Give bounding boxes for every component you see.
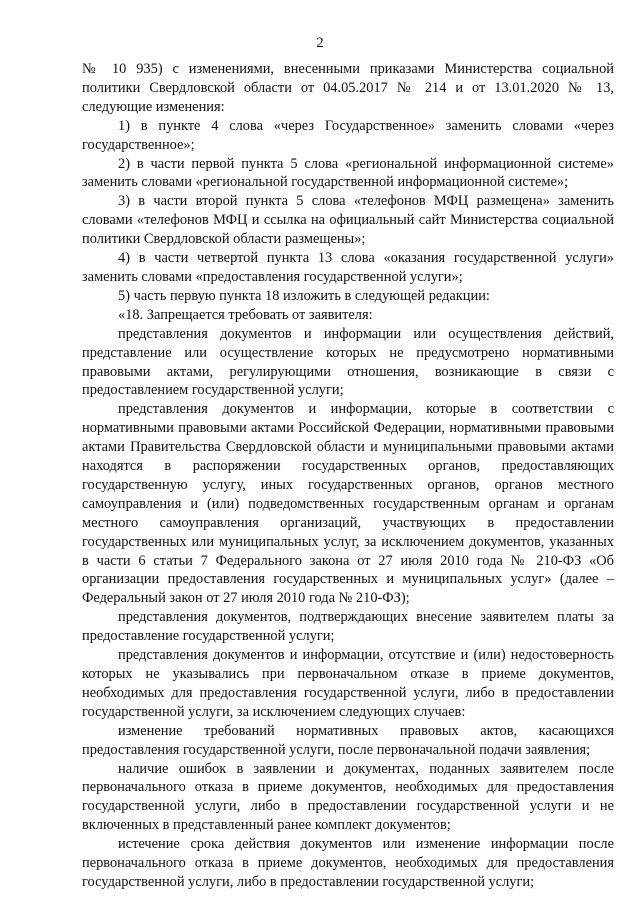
paragraph-9: представления документов, подтверждающих внесение заявителем платы за предоставление государственной услуги; xyxy=(82,609,614,645)
document-body xyxy=(82,60,614,892)
paragraph-12: наличие ошибок в заявлении и документах, поданных заявителем после первоначального отказа в приеме документов, необходимых для предоставления государственной услуги, либо в предоставлении государственной услуги и не включенных в представленный ранее комплект документов; xyxy=(82,760,614,834)
page-number: 2 xyxy=(316,35,324,51)
paragraph-11: изменение требований нормативных правовых актов, касающихся предоставления государственной услуги, после первоначальной подачи заявления; xyxy=(82,722,614,758)
paragraph-7: представления документов и информации или осуществления действий, представление или осуществление которых не предусмотрено нормативными правовыми актами, регулирующими отношения, возникающие в связи с предоставлением государственной услуги; xyxy=(82,325,614,399)
paragraph-8: представления документов и информации, которые в соответствии с нормативными правовыми актами Российской Федерации, нормативными правовыми актами Правительства Свердловской области и муниципальными правовыми актами находятся в распоряжении государственных органов, предоставляющих государственную услугу, иных государственных органов, органов местного самоуправления и (или) подведомственных государственным органам и органам местного самоуправления организаций, участвующих в предоставлении государственных или муниципальных услуг, за исключением документов, указанных в части 6 статьи 7 Федерального закона от 27 июля 2010 года № 210-ФЗ «Об организации предоставления государственных и муниципальных услуг» (далее – Федеральный закон от 27 июля 2010 года № 210-ФЗ); xyxy=(82,401,614,607)
paragraph-3: 3) в части второй пункта 5 слова «телефонов МФЦ размещена» заменить словами «телефонов МФЦ и ссылка на официальный сайт Министерства социальной политики Свердловской области размещены»; xyxy=(82,193,614,248)
paragraph-13: истечение срока действия документов или изменение информации после первоначального отказа в приеме документов, необходимых для предоставления государственной услуги, либо в предоставлении государственной услуги; xyxy=(82,836,614,890)
paragraph-5: 5) часть первую пункта 18 изложить в следующей редакции: xyxy=(118,287,490,304)
paragraph-4: 4) в части четвертой пункта 13 слова «оказания государственной услуги» заменить словами «предоставления государственной услуги»; xyxy=(82,250,614,285)
paragraph-6: «18. Запрещается требовать от заявителя: xyxy=(118,306,373,323)
paragraph-2: 2) в части первой пункта 5 слова «региональной информационной системе» заменить словами «региональной государственной информационной системе»; xyxy=(82,155,614,191)
paragraph-10: представления документов и информации, отсутствие и (или) недостоверность которых не указывались при первоначальном отказе в приеме документов, необходимых для предоставления государственной услуги, либо в предоставлении государственной услуги, за исключением следующих случаев: xyxy=(82,647,614,720)
paragraph-0: № 10 935) с изменениями, внесенными приказами Министерства социальной политики Свердловской области от 04.05.2017 № 214 и от 13.01.2020 № 13, следующие изменения: xyxy=(82,61,614,115)
paragraph-1: 1) в пункте 4 слова «через Государственное» заменить словами «через государственное»; xyxy=(82,117,614,153)
